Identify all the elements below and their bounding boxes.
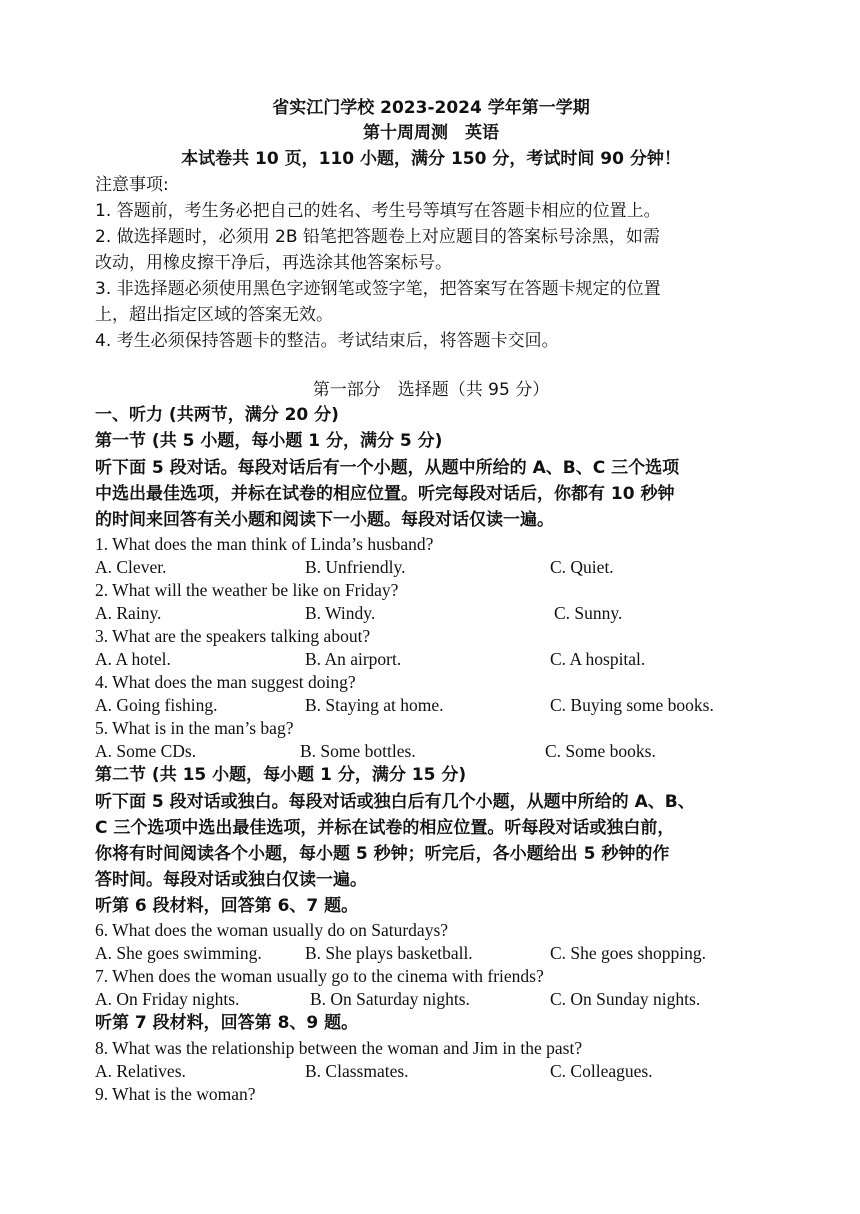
exam-summary: 本试卷共 10 页，110 小题，满分 150 分，考试时间 90 分钟！ bbox=[181, 149, 681, 169]
question-text: 2. What will the weather be like on Friday? bbox=[95, 580, 399, 600]
section1-instruction: 的时间来回答有关小题和阅读下一小题。每段对话仅读一遍。 bbox=[95, 510, 554, 530]
section1-instruction: 中选出最佳选项，并标在试卷的相应位置。听完每段对话后，你都有 10 秒钟 bbox=[95, 484, 675, 504]
question-text: 3. What are the speakers talking about? bbox=[95, 626, 371, 646]
option-a: A. She goes swimming. bbox=[95, 943, 262, 963]
option-c: C. On Sunday nights. bbox=[550, 989, 701, 1009]
option-a: A. On Friday nights. bbox=[95, 989, 240, 1009]
exam-title: 省实江门学校 2023-2024 学年第一学期 bbox=[272, 98, 590, 118]
question-text: 4. What does the man suggest doing? bbox=[95, 672, 356, 692]
option-b: B. Classmates. bbox=[305, 1061, 409, 1081]
option-b: B. Unfriendly. bbox=[305, 557, 406, 577]
notice-item: 3. 非选择题必须使用黑色字迹钢笔或签字笔，把答案写在答题卡规定的位置 bbox=[95, 279, 661, 299]
exam-subtitle: 第十周周测 英语 bbox=[363, 123, 499, 143]
option-a: A. Some CDs. bbox=[95, 741, 197, 761]
option-b: B. Staying at home. bbox=[305, 695, 444, 715]
section2-instruction: 答时间。每段对话或独白仅读一遍。 bbox=[95, 870, 367, 890]
notice-item: 4. 考生必须保持答题卡的整洁。考试结束后，将答题卡交回。 bbox=[95, 331, 559, 351]
option-c: C. Colleagues. bbox=[550, 1061, 653, 1081]
section2-instruction: C 三个选项中选出最佳选项，并标在试卷的相应位置。听每段对话或独白前， bbox=[95, 818, 675, 838]
notice-item: 2. 做选择题时，必须用 2B 铅笔把答题卷上对应题目的答案标号涂黑，如需 bbox=[95, 227, 660, 247]
question-text: 1. What does the man think of Linda’s husband? bbox=[95, 534, 434, 554]
listening-heading: 一、听力 (共两节，满分 20 分) bbox=[95, 405, 339, 425]
option-c: C. Some books. bbox=[545, 741, 656, 761]
question-text: 7. When does the woman usually go to the cinema with friends? bbox=[95, 966, 544, 986]
option-a: A. Clever. bbox=[95, 557, 167, 577]
option-a: A. Going fishing. bbox=[95, 695, 218, 715]
question-text: 5. What is in the man’s bag? bbox=[95, 718, 294, 738]
option-c: C. A hospital. bbox=[550, 649, 646, 669]
option-a: A. Rainy. bbox=[95, 603, 162, 623]
question-text: 9. What is the woman? bbox=[95, 1084, 256, 1104]
option-b: B. On Saturday nights. bbox=[310, 989, 470, 1009]
notice-item: 1. 答题前，考生务必把自己的姓名、考生号等填写在答题卡相应的位置上。 bbox=[95, 201, 661, 221]
option-b: B. Some bottles. bbox=[300, 741, 416, 761]
option-c: C. Quiet. bbox=[550, 557, 614, 577]
section2-instruction: 你将有时间阅读各个小题，每小题 5 秒钟；听完后，各小题给出 5 秒钟的作 bbox=[95, 844, 670, 864]
notice-item: 上，超出指定区域的答案无效。 bbox=[95, 305, 333, 325]
section2-instruction: 听下面 5 段对话或独白。每段对话或独白后有几个小题，从题中所给的 A、B、 bbox=[95, 792, 695, 812]
notice-heading: 注意事项: bbox=[95, 175, 169, 195]
option-c: C. Sunny. bbox=[554, 603, 623, 623]
option-a: A. Relatives. bbox=[95, 1061, 186, 1081]
section2-title: 第二节 (共 15 小题，每小题 1 分，满分 15 分) bbox=[95, 765, 467, 785]
material-heading: 听第 6 段材料，回答第 6、7 题。 bbox=[95, 896, 359, 916]
part1-title: 第一部分 选择题（共 95 分） bbox=[312, 380, 550, 400]
option-b: B. She plays basketball. bbox=[305, 943, 473, 963]
option-c: C. She goes shopping. bbox=[550, 943, 707, 963]
option-c: C. Buying some books. bbox=[550, 695, 714, 715]
question-text: 6. What does the woman usually do on Saturdays? bbox=[95, 920, 449, 940]
section1-instruction: 听下面 5 段对话。每段对话后有一个小题，从题中所给的 A、B、C 三个选项 bbox=[95, 458, 680, 478]
option-b: B. Windy. bbox=[305, 603, 376, 623]
notice-item: 改动，用橡皮擦干净后，再选涂其他答案标号。 bbox=[95, 253, 452, 273]
option-a: A. A hotel. bbox=[95, 649, 171, 669]
section1-title: 第一节 (共 5 小题，每小题 1 分，满分 5 分) bbox=[95, 431, 443, 451]
option-b: B. An airport. bbox=[305, 649, 402, 669]
material-heading: 听第 7 段材料，回答第 8、9 题。 bbox=[95, 1013, 359, 1033]
question-text: 8. What was the relationship between the woman and Jim in the past? bbox=[95, 1038, 583, 1058]
